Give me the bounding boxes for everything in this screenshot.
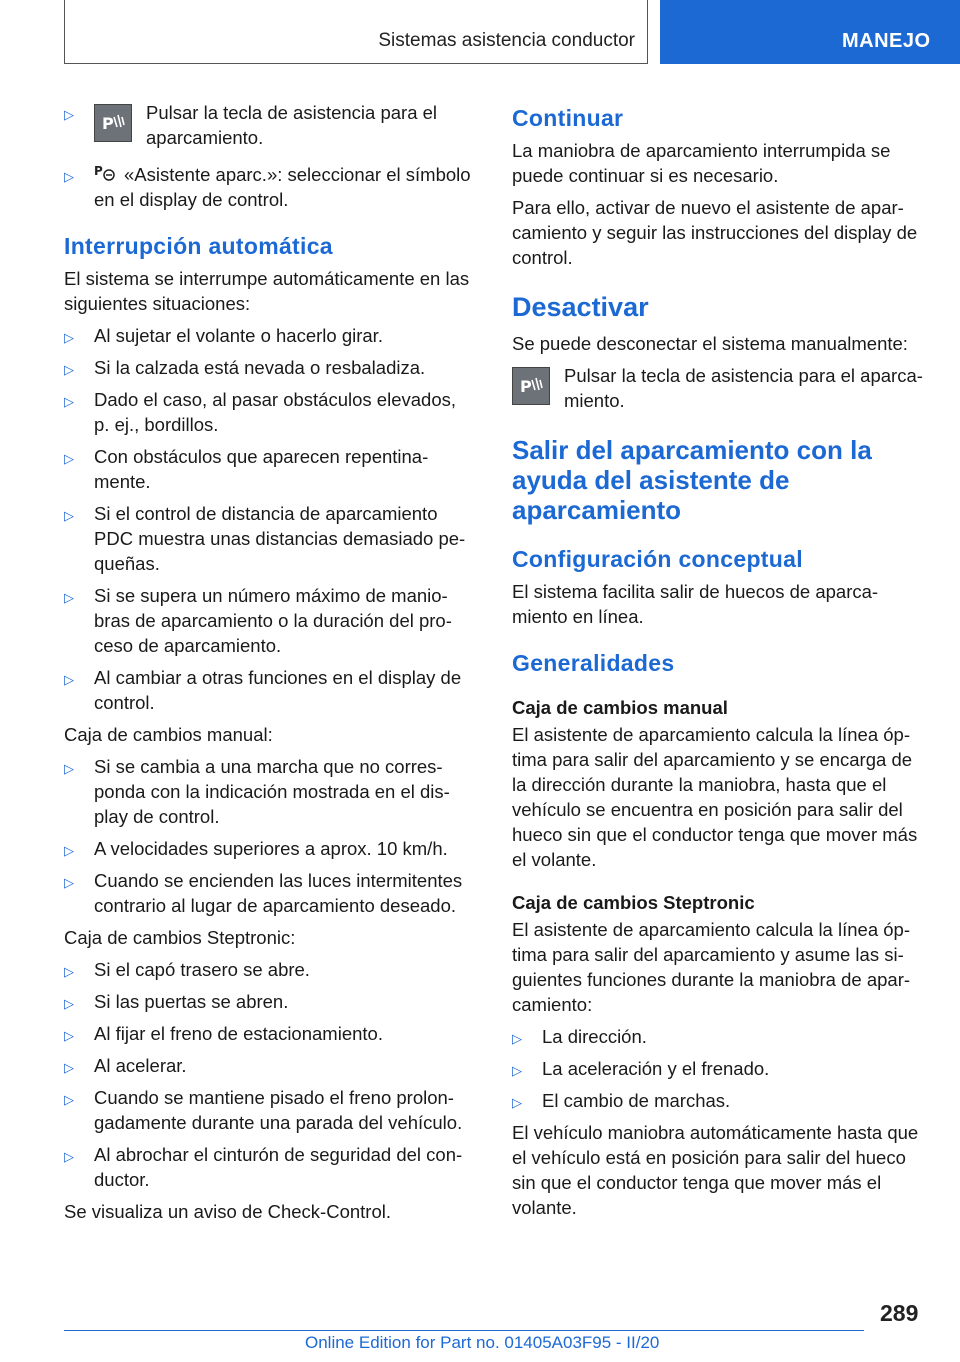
list-item-text: Si el control de distancia de aparcamiento PDC muestra unas distancias demasiado pe-queñas.: [94, 503, 466, 574]
triangle-bullet-icon: ▷: [64, 964, 74, 979]
left-column: [64, 100, 476, 1231]
heading-continue: Continuar: [512, 105, 624, 131]
function-list: [512, 1024, 924, 1113]
list-item-text: Al abrochar el cinturón de seguridad del con-ductor.: [94, 1144, 463, 1190]
subheading-manual: Caja de cambios manual: [512, 697, 728, 718]
list-item: [64, 501, 476, 576]
triangle-bullet-icon: ▷: [64, 1092, 74, 1107]
triangle-bullet-icon: ▷: [512, 1031, 522, 1046]
list-item-text: Cuando se encienden las luces intermitentes contrario al lugar de aparcamiento deseado.: [94, 870, 463, 916]
paragraph: Para ello, activar de nuevo el asistente de apar-camiento y seguir las instrucciones del display de control.: [512, 197, 918, 268]
triangle-bullet-icon: ▷: [64, 672, 74, 687]
list-item-text: La aceleración y el frenado.: [542, 1058, 770, 1079]
paragraph: La maniobra de aparcamiento interrumpida se puede continuar si es necesario.: [512, 140, 891, 186]
heading-exit-parking: Salir del aparcamiento con la ayuda del asistente de aparcamiento: [512, 435, 872, 525]
footer-divider: [64, 1330, 864, 1331]
svg-text:P: P: [94, 164, 103, 178]
list-item: [64, 583, 476, 658]
paragraph: El asistente de aparcamiento calcula la línea óp-tima para salir del aparcamiento y asume las si-guientes funciones durante la maniobra de apar-camiento:: [512, 919, 911, 1015]
list-item-text: Al cambiar a otras funciones en el display de control.: [94, 667, 462, 713]
step-text: «Asistente aparc.»: seleccionar el símbolo en el display de control.: [94, 164, 471, 210]
manual-gearbox-label: Caja de cambios manual:: [64, 724, 273, 745]
list-item: [64, 1021, 476, 1046]
step-press-button: [64, 100, 476, 150]
triangle-bullet-icon: ▷: [64, 1028, 74, 1043]
paragraph: El sistema se interrumpe automáticamente en las siguientes situaciones:: [64, 268, 470, 314]
triangle-bullet-icon: ▷: [64, 330, 74, 345]
list-item: [512, 1024, 924, 1049]
list-item-text: Si se cambia a una marcha que no corres-ponda con la indicación mostrada en el dis-play de control.: [94, 756, 450, 827]
svg-text:P: P: [102, 114, 114, 133]
triangle-bullet-icon: ▷: [512, 1063, 522, 1078]
list-item: [64, 1085, 476, 1135]
step-text: Pulsar la tecla de asistencia para el aparcamiento.: [146, 102, 438, 148]
triangle-bullet-icon: ▷: [64, 1060, 74, 1075]
triangle-bullet-icon: ▷: [64, 508, 74, 523]
step-text: Pulsar la tecla de asistencia para el aparca-miento.: [564, 365, 923, 411]
list-item: [64, 387, 476, 437]
parking-assist-symbol-icon: [94, 162, 118, 184]
list-item-text: La dirección.: [542, 1026, 647, 1047]
steptronic-label: Caja de cambios Steptronic:: [64, 927, 296, 948]
list-item: [512, 1056, 924, 1081]
list-item-text: Si se supera un número máximo de manio-bras de aparcamiento o la duración del pro-ceso de aparcamiento.: [94, 585, 452, 656]
triangle-bullet-icon: ▷: [64, 362, 74, 377]
paragraph: El vehículo maniobra automáticamente hasta que el vehículo está en posición para salir del hueco sin que el conductor tenga que mover más el volante.: [512, 1122, 919, 1218]
interruption-list: [64, 323, 476, 715]
header-chapter-tab: [660, 0, 960, 64]
heading-deactivate: Desactivar: [512, 292, 649, 322]
heading-automatic-interruption: Interrupción automática: [64, 233, 333, 259]
triangle-bullet-icon: ▷: [64, 761, 74, 776]
list-item-text: Cuando se mantiene pisado el freno prolon-gadamente durante una parada del vehículo.: [94, 1087, 463, 1133]
step-select-symbol: [64, 162, 476, 212]
list-item-text: Dado el caso, al pasar obstáculos elevados, p. ej., bordillos.: [94, 389, 456, 435]
list-item-text: Al fijar el freno de estacionamiento.: [94, 1023, 383, 1044]
list-item: [64, 868, 476, 918]
triangle-bullet-icon: ▷: [64, 451, 74, 466]
right-column: [512, 100, 924, 1227]
triangle-bullet-icon: ▷: [64, 875, 74, 890]
triangle-bullet-icon: ▷: [512, 1095, 522, 1110]
list-item: [64, 323, 476, 348]
list-item-text: El cambio de marchas.: [542, 1090, 731, 1111]
list-item-text: Al sujetar el volante o hacerlo girar.: [94, 325, 383, 346]
paragraph: El asistente de aparcamiento calcula la línea óp-tima para salir del aparcamiento y se encarga de la dirección durante la maniobra, hasta que el vehículo se encuentra en posición para salir del hueco sin que el conductor tenga que mover más el volante.: [512, 724, 918, 870]
heading-concept: Configuración conceptual: [512, 546, 803, 572]
heading-general: Generalidades: [512, 650, 675, 676]
triangle-bullet-icon: ▷: [64, 590, 74, 605]
list-item: [64, 957, 476, 982]
triangle-bullet-icon: ▷: [64, 394, 74, 409]
paragraph: Se puede desconectar el sistema manualmente:: [512, 333, 908, 354]
header-chapter-title: MANEJO: [842, 30, 931, 52]
svg-text:P: P: [520, 377, 532, 396]
list-item: [64, 1053, 476, 1078]
list-item-text: Si la calzada está nevada o resbaladiza.: [94, 357, 426, 378]
list-item: [64, 444, 476, 494]
steptronic-list: [64, 957, 476, 1192]
paragraph: El sistema facilita salir de huecos de aparca-miento en línea.: [512, 581, 879, 627]
list-item: [64, 1142, 476, 1192]
triangle-bullet-icon: ▷: [64, 169, 74, 184]
header-section-title: Sistemas asistencia conductor: [378, 30, 635, 51]
parking-assist-button-icon: [512, 367, 550, 405]
list-item: [64, 665, 476, 715]
list-item-text: Si el capó trasero se abre.: [94, 959, 310, 980]
paragraph: Se visualiza un aviso de Check-Control.: [64, 1201, 391, 1222]
triangle-bullet-icon: ▷: [64, 1149, 74, 1164]
list-item: [64, 754, 476, 829]
list-item-text: Con obstáculos que aparecen repentina-mente.: [94, 446, 429, 492]
list-item-text: Al acelerar.: [94, 1055, 187, 1076]
manual-list: [64, 754, 476, 918]
list-item: [64, 355, 476, 380]
subheading-steptronic: Caja de cambios Steptronic: [512, 892, 755, 913]
page-number: 289: [880, 1300, 919, 1326]
parking-assist-button-icon: [94, 104, 132, 142]
list-item: [64, 989, 476, 1014]
triangle-bullet-icon: ▷: [64, 107, 74, 122]
list-item-text: Si las puertas se abren.: [94, 991, 289, 1012]
list-item: [64, 836, 476, 861]
triangle-bullet-icon: ▷: [64, 843, 74, 858]
list-item: [512, 1088, 924, 1113]
step-deactivate: [512, 363, 924, 413]
header-section-box: [64, 0, 648, 64]
footer-edition: Online Edition for Part no. 01405A03F95 - II/20: [305, 1333, 660, 1352]
list-item-text: A velocidades superiores a aprox. 10 km/h.: [94, 838, 448, 859]
triangle-bullet-icon: ▷: [64, 996, 74, 1011]
